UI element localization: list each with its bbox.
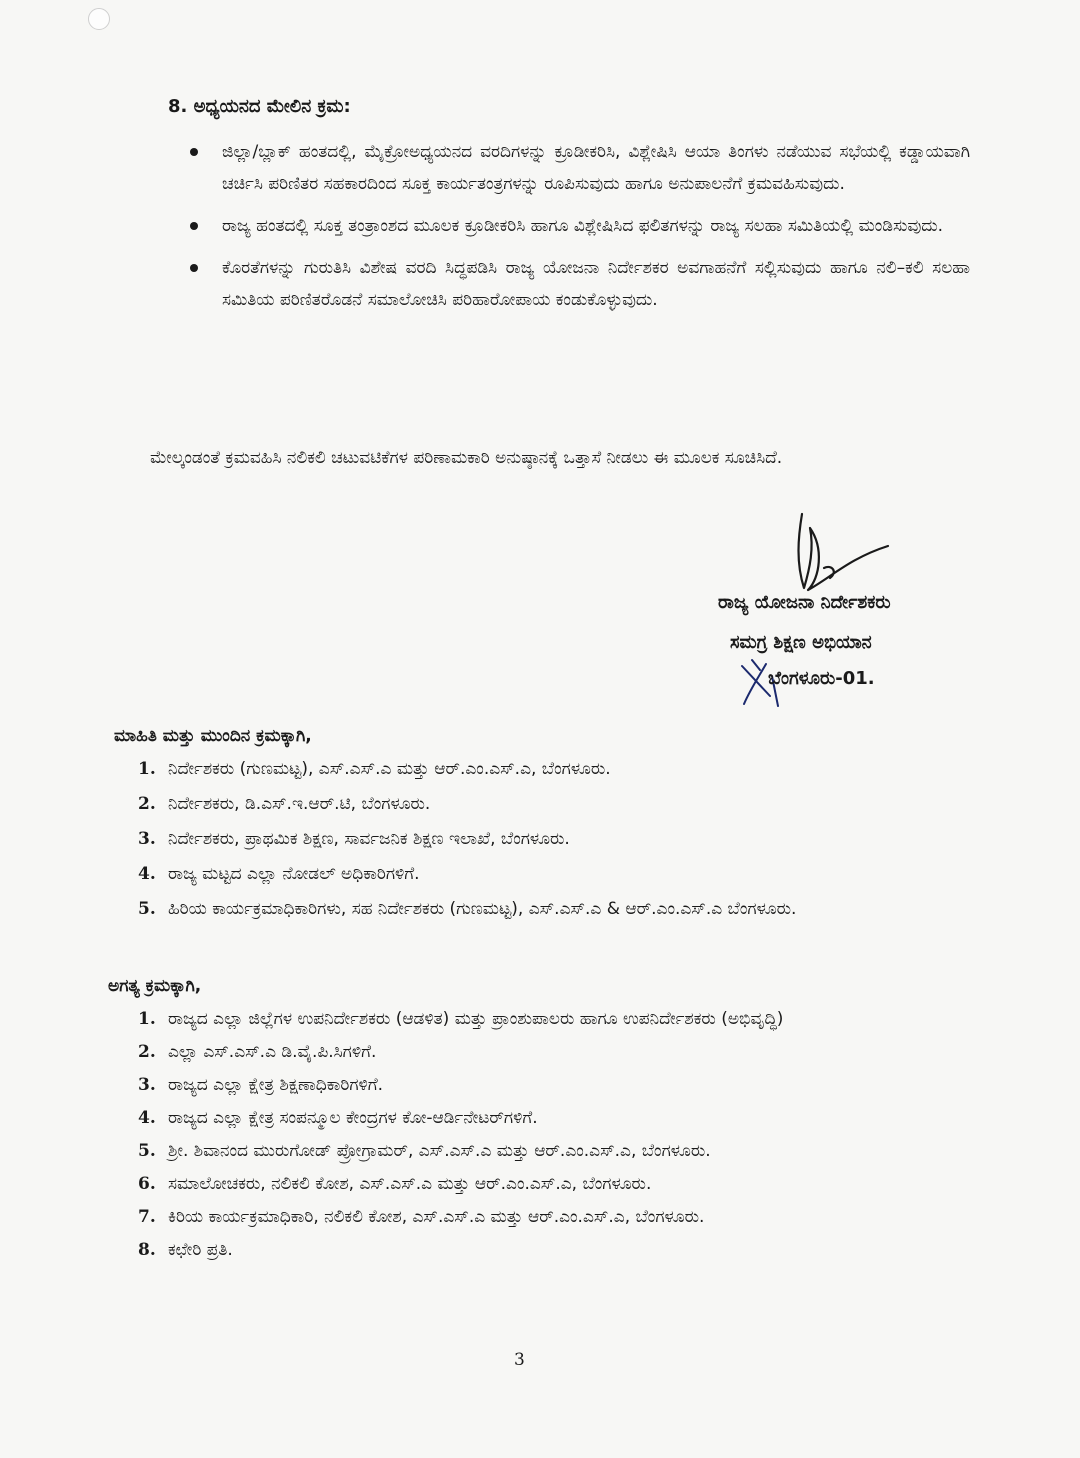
signatory-organization: ಸಮಗ್ರ ಶಿಕ್ಷಣ ಅಭಿಯಾನ — [730, 632, 872, 653]
item-number: 5. — [138, 899, 156, 919]
action-bullet-list — [190, 136, 970, 326]
item-number: 2. — [138, 1042, 156, 1062]
item-number: 3. — [138, 829, 156, 849]
closing-paragraph: ಮೇಲ್ಕಂಡಂತೆ ಕ್ರಮವಹಿಸಿ ನಲಿಕಲಿ ಚಟುವಟಿಕೆಗಳ ಪರಿಣಾಮಕಾರಿ ಅನುಷ್ಠಾನಕ್ಕೆ ಒತ್ತಾಸೆ ನೀಡಲು ಈ ಮೂಲಕ ಸೂಚಿಸಿದೆ. — [150, 448, 783, 468]
info-recipient-list — [138, 754, 958, 929]
item-number: 2. — [138, 794, 156, 814]
urgent-list-heading: ಅಗತ್ಯ ಕ್ರಮಕ್ಕಾಗಿ, — [108, 976, 202, 996]
list-item — [138, 754, 958, 784]
section-title: 8. ಅಧ್ಯಯನದ ಮೇಲಿನ ಕ್ರಮ: — [168, 96, 351, 117]
bullet-item — [190, 136, 970, 200]
item-text: ಹಿರಿಯ ಕಾರ್ಯಕ್ರಮಾಧಿಕಾರಿಗಳು, ಸಹ ನಿರ್ದೇಶಕರು (ಗುಣಮಟ್ಟ), ಎಸ್.ಎಸ್.ಎ & ಆರ್.ಎಂ.ಎಸ್.ಎ ಬೆಂಗಳೂರು. — [168, 899, 797, 919]
signatory-city: ಬೆಂಗಳೂರು-01. — [768, 668, 875, 689]
list-item — [138, 1169, 958, 1199]
item-text: ರಾಜ್ಯದ ಎಲ್ಲಾ ಜಿಲ್ಲೆಗಳ ಉಪನಿರ್ದೇಶಕರು (ಆಡಳಿತ) ಮತ್ತು ಪ್ರಾಂಶುಪಾಲರು ಹಾಗೂ ಉಪನಿರ್ದೇಶಕರು (ಅಭಿವೃದ್ಧಿ) — [168, 1009, 784, 1029]
info-list-heading: ಮಾಹಿತಿ ಮತ್ತು ಮುಂದಿನ ಕ್ರಮಕ್ಕಾಗಿ, — [114, 726, 312, 746]
urgent-recipient-list — [138, 1004, 958, 1268]
item-text: ಸಮಾಲೋಚಕರು, ನಲಿಕಲಿ ಕೋಶ, ಎಸ್.ಎಸ್.ಎ ಮತ್ತು ಆರ್.ಎಂ.ಎಸ್.ಎ, ಬೆಂಗಳೂರು. — [168, 1174, 652, 1194]
item-text: ಶ್ರೀ. ಶಿವಾನಂದ ಮುರುಗೋಡ್ ಪ್ರೋಗ್ರಾಮರ್, ಎಸ್.ಎಸ್.ಎ ಮತ್ತು ಆರ್.ಎಂ.ಎಸ್.ಎ, ಬೆಂಗಳೂರು. — [168, 1141, 711, 1161]
list-item — [138, 859, 958, 889]
item-text: ಎಲ್ಲಾ ಎಸ್.ಎಸ್.ಎ ಡಿ.ವೈ.ಪಿ.ಸಿಗಳಿಗೆ. — [168, 1042, 377, 1062]
signatory-title: ರಾಜ್ಯ ಯೋಜನಾ ನಿರ್ದೇಶಕರು — [718, 592, 891, 613]
bullet-item — [190, 252, 970, 316]
bullet-text: ಜಿಲ್ಲಾ/ಬ್ಲಾಕ್ ಹಂತದಲ್ಲಿ, ಮೈಕ್ರೋಅಧ್ಯಯನದ ವರದಿಗಳನ್ನು ಕ್ರೂಡೀಕರಿಸಿ, ವಿಶ್ಲೇಷಿಸಿ ಆಯಾ ತಿಂಗಳು ನಡೆಯುವ ಸಭೆಯಲ್ಲಿ ಕಡ್ಡಾಯವಾಗಿ ಚರ್ಚಿಸಿ ಪರಿಣಿತರ ಸಹಕಾರದಿಂದ ಸೂಕ್ತ ಕಾರ್ಯತಂತ್ರಗಳನ್ನು ರೂಪಿಸುವುದು ಹಾಗೂ ಅನುಪಾಲನೆಗೆ ಕ್ರಮವಹಿಸುವುದು. — [222, 142, 970, 194]
bullet-text: ಕೊರತೆಗಳನ್ನು ಗುರುತಿಸಿ ವಿಶೇಷ ವರದಿ ಸಿದ್ಧಪಡಿಸಿ ರಾಜ್ಯ ಯೋಜನಾ ನಿರ್ದೇಶಕರ ಅವಗಾಹನೆಗೆ ಸಲ್ಲಿಸುವುದು ಹಾಗೂ ನಲಿ–ಕಲಿ ಸಲಹಾ ಸಮಿತಿಯ ಪರಿಣಿತರೊಡನೆ ಸಮಾಲೋಚಿಸಿ ಪರಿಹಾರೋಪಾಯ ಕಂಡುಕೊಳ್ಳುವುದು. — [222, 258, 970, 310]
item-text: ನಿರ್ದೇಶಕರು, ಡಿ.ಎಸ್.ಇ.ಆರ್.ಟಿ, ಬೆಂಗಳೂರು. — [168, 794, 431, 814]
list-item — [138, 824, 958, 854]
page-number: 3 — [514, 1350, 525, 1370]
bullet-text: ರಾಜ್ಯ ಹಂತದಲ್ಲಿ ಸೂಕ್ತ ತಂತ್ರಾಂಶದ ಮೂಲಕ ಕ್ರೂಡೀಕರಿಸಿ ಹಾಗೂ ವಿಶ್ಲೇಷಿಸಿದ ಫಲಿತಗಳನ್ನು ರಾಜ್ಯ ಸಲಹಾ ಸಮಿತಿಯಲ್ಲಿ ಮಂಡಿಸುವುದು. — [222, 216, 944, 236]
item-number: 4. — [138, 1108, 156, 1128]
punch-hole-mark — [88, 8, 110, 30]
list-item — [138, 894, 958, 924]
item-number: 5. — [138, 1141, 156, 1161]
list-item — [138, 1202, 958, 1232]
list-item — [138, 789, 958, 819]
item-text: ನಿರ್ದೇಶಕರು (ಗುಣಮಟ್ಟ), ಎಸ್.ಎಸ್.ಎ ಮತ್ತು ಆರ್.ಎಂ.ಎಸ್.ಎ, ಬೆಂಗಳೂರು. — [168, 759, 611, 779]
item-text: ರಾಜ್ಯದ ಎಲ್ಲಾ ಕ್ಷೇತ್ರ ಶಿಕ್ಷಣಾಧಿಕಾರಿಗಳಿಗೆ. — [168, 1075, 384, 1095]
item-text: ರಾಜ್ಯದ ಎಲ್ಲಾ ಕ್ಷೇತ್ರ ಸಂಪನ್ಮೂಲ ಕೇಂದ್ರಗಳ ಕೋ-ಆರ್ಡಿನೇಟರ್‌ಗಳಿಗೆ. — [168, 1108, 538, 1128]
item-number: 1. — [138, 1009, 156, 1029]
item-number: 4. — [138, 864, 156, 884]
item-number: 6. — [138, 1174, 156, 1194]
bullet-item — [190, 210, 970, 242]
list-item — [138, 1004, 958, 1034]
item-text: ರಾಜ್ಯ ಮಟ್ಟದ ಎಲ್ಲಾ ನೋಡಲ್ ಅಧಿಕಾರಿಗಳಿಗೆ. — [168, 864, 420, 884]
list-item — [138, 1103, 958, 1133]
signature-block — [700, 508, 980, 718]
item-number: 8. — [138, 1240, 156, 1260]
list-item — [138, 1037, 958, 1067]
item-text: ನಿರ್ದೇಶಕರು, ಪ್ರಾಥಮಿಕ ಶಿಕ್ಷಣ, ಸಾರ್ವಜನಿಕ ಶಿಕ್ಷಣ ಇಲಾಖೆ, ಬೆಂಗಳೂರು. — [168, 829, 570, 849]
item-text: ಕಛೇರಿ ಪ್ರತಿ. — [168, 1240, 233, 1260]
item-number: 1. — [138, 759, 156, 779]
bullet-dot-icon — [190, 264, 198, 272]
item-number: 7. — [138, 1207, 156, 1227]
bullet-dot-icon — [190, 222, 198, 230]
list-item — [138, 1136, 958, 1166]
item-text: ಕಿರಿಯ ಕಾರ್ಯಕ್ರಮಾಧಿಕಾರಿ, ನಲಿಕಲಿ ಕೋಶ, ಎಸ್.ಎಸ್.ಎ ಮತ್ತು ಆರ್.ಎಂ.ಎಸ್.ಎ, ಬೆಂಗಳೂರು. — [168, 1207, 705, 1227]
bullet-dot-icon — [190, 148, 198, 156]
item-number: 3. — [138, 1075, 156, 1095]
list-item — [138, 1070, 958, 1100]
list-item — [138, 1235, 958, 1265]
